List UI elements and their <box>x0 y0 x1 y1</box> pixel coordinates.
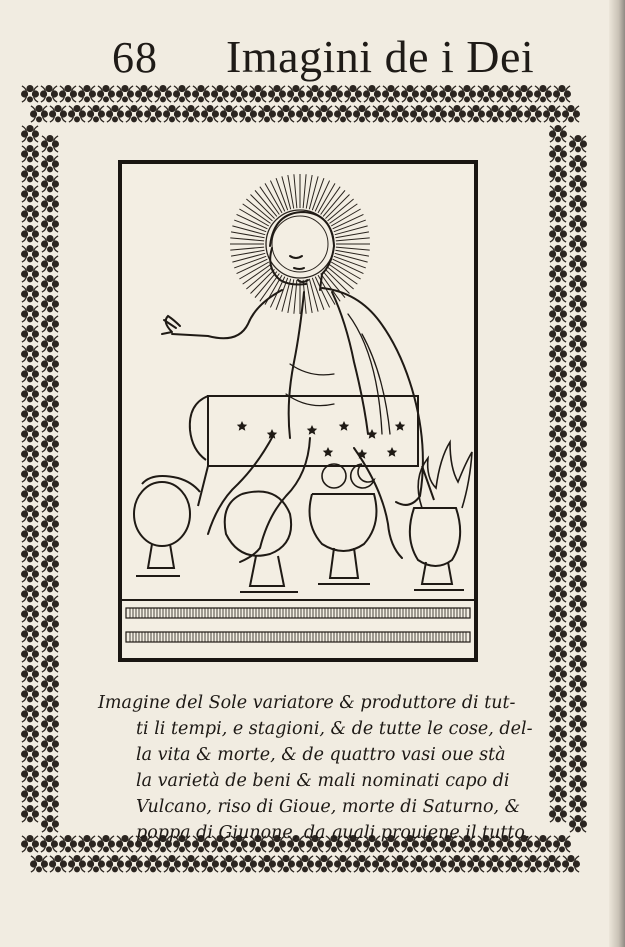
caption-line: Vulcano, riso di Gioue, morte di Saturno, & <box>136 797 521 817</box>
page-header <box>0 22 625 82</box>
caption-line: la varietà de beni & mali nominati capo di <box>136 771 510 791</box>
floor-bands <box>122 600 474 642</box>
caption-line: poppa di Giunone, da quali prouiene il tutto. <box>136 823 531 843</box>
running-title: Imagini de i Dei <box>226 31 535 82</box>
sun-halo-rays <box>230 174 370 314</box>
caption-line: ti li tempi, e stagioni, & de tutte le cose, del- <box>136 719 533 739</box>
sun-woodcut-illustration <box>118 160 478 662</box>
small-sun-face <box>322 464 346 488</box>
page-edge-shadow <box>609 0 625 947</box>
four-vases <box>134 442 472 592</box>
starred-chest <box>190 396 434 506</box>
caption-line: la vita & morte, & de quattro vasi oue stà <box>136 745 506 765</box>
caption-line: Imagine del Sole variatore & produttore di tut- <box>98 693 516 713</box>
sun-figure <box>162 212 423 562</box>
page-number: 68 <box>112 33 158 82</box>
illustration-caption <box>98 690 533 846</box>
